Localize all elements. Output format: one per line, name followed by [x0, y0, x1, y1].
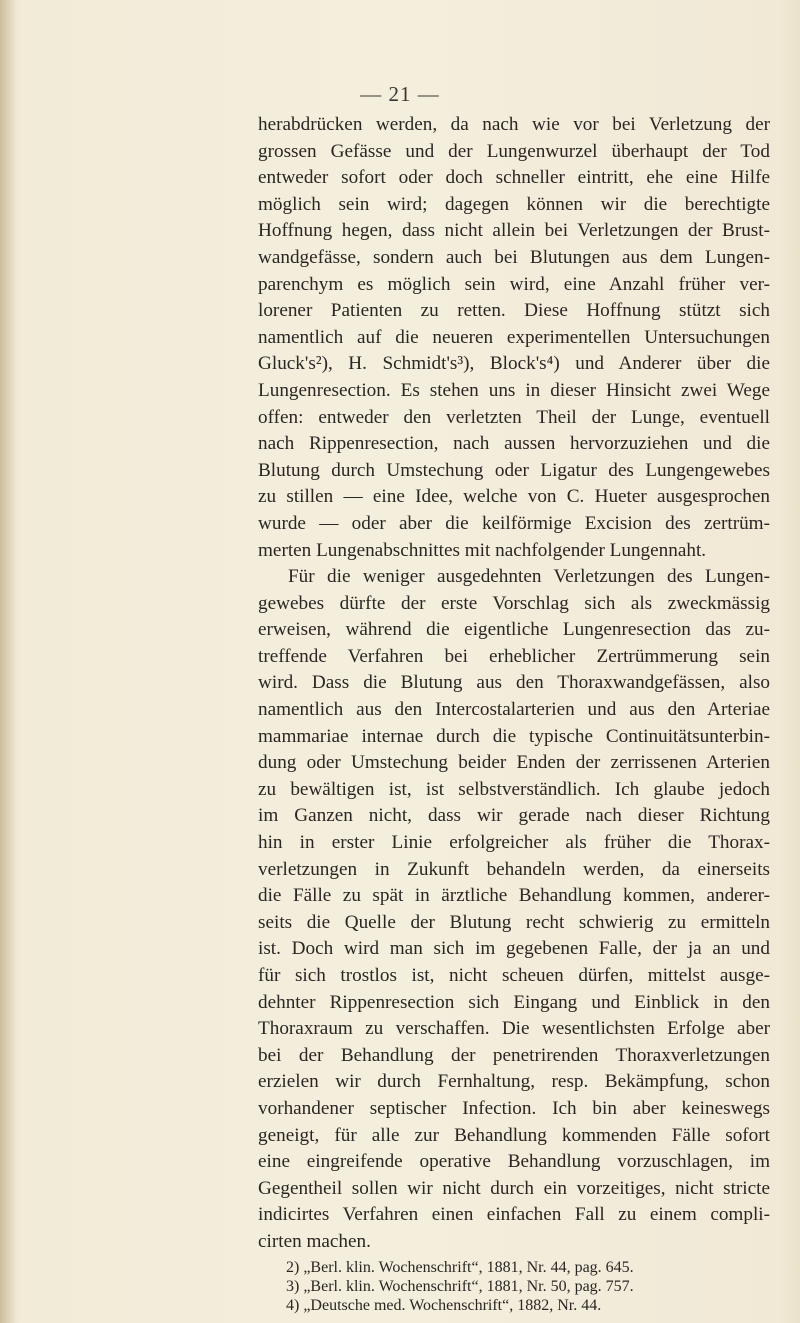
text-line: erzielen wir durch Fernhaltung, resp. Bekämpfung, schon	[258, 1071, 770, 1093]
text-line: mammariae internae durch die typische Continuitätsunterbin-	[258, 725, 770, 747]
footnote-text: „Berl. klin. Wochenschrift“, 1881, Nr. 44, pag. 645.	[303, 1259, 634, 1276]
footnote-mark: 3)	[286, 1278, 300, 1295]
text-line: ist. Doch wird man sich im gegebenen Falle, der ja an und	[258, 938, 770, 960]
text-line: lorener Patienten zu retten. Diese Hoffnung stützt sich	[258, 300, 770, 322]
text-line: Gluck's²), H. Schmidt's³), Block's⁴) und Anderer über die	[258, 353, 770, 375]
text-line: bei der Behandlung der penetrirenden Thoraxverletzungen	[258, 1044, 770, 1066]
text-line: grossen Gefässe und der Lungenwurzel überhaupt der Tod	[258, 140, 770, 162]
text-line: Für die weniger ausgedehnten Verletzungen des Lungen-	[288, 566, 770, 588]
text-line: hin in erster Linie erfolgreicher als früher die Thorax-	[258, 832, 770, 854]
text-line: treffende Verfahren bei erheblicher Zertrümmerung sein	[258, 645, 770, 667]
text-line: herabdrücken werden, da nach wie vor bei Verletzung der	[258, 114, 770, 135]
text-line: parenchym es möglich sein wird, eine Anzahl früher ver-	[258, 273, 770, 295]
page-edge-shadow	[0, 0, 16, 1323]
text-line: namentlich auf die neueren experimentellen Untersuchungen	[258, 326, 770, 348]
text-line: geneigt, für alle zur Behandlung kommenden Fälle sofort	[258, 1124, 770, 1146]
text-line: namentlich aus den Intercostalarterien und aus den Arteriae	[258, 699, 770, 721]
text-line: im Ganzen nicht, dass wir gerade nach dieser Richtung	[258, 805, 770, 827]
text-line: dehnter Rippenresection sich Eingang und Einblick in den	[258, 991, 770, 1013]
text-line: wird. Dass die Blutung aus den Thoraxwandgefässen, also	[258, 672, 770, 694]
text-line: möglich sein wird; dagegen können wir die berechtigte	[258, 193, 770, 215]
footnote-text: „Berl. klin. Wochenschrift“, 1881, Nr. 50, pag. 757.	[303, 1278, 634, 1295]
text-line: zu bewältigen ist, ist selbstverständlich. Ich glaube jedoch	[258, 778, 770, 800]
text-line: seits die Quelle der Blutung recht schwierig zu ermitteln	[258, 911, 770, 933]
page-number: — 21 —	[360, 82, 440, 106]
text-line: offen: entweder den verletzten Theil der Lunge, eventuell	[258, 406, 770, 428]
text-line: wandgefässe, sondern auch bei Blutungen aus dem Lungen-	[258, 246, 770, 268]
text-line: Gegentheil sollen wir nicht durch ein vorzeitiges, nicht stricte	[258, 1177, 770, 1199]
text-line: Blutung durch Umstechung oder Ligatur des Lungengewebes	[258, 459, 770, 481]
footnote-mark: 4)	[286, 1297, 300, 1314]
text-line: Thoraxraum zu verschaffen. Die wesentlichsten Erfolge aber	[258, 1018, 770, 1040]
text-line: indicirtes Verfahren einen einfachen Fall zu einem compli-	[258, 1204, 770, 1226]
footnote	[258, 1296, 770, 1315]
text-line: cirten machen.	[258, 1230, 371, 1252]
text-line: die Fälle zu spät in ärztliche Behandlung kommen, anderer-	[258, 885, 770, 907]
text-line: gewebes dürfte der erste Vorschlag sich als zweckmässig	[258, 592, 770, 614]
text-line: nach Rippenresection, nach aussen hervorzuziehen und die	[258, 433, 770, 455]
footnotes	[258, 1258, 770, 1315]
text-line: für sich trostlos ist, nicht scheuen dürfen, mittelst ausge-	[258, 965, 770, 986]
text-line: zu stillen — eine Idee, welche von C. Hueter ausgesprochen	[258, 486, 770, 508]
footnote-mark: 2)	[286, 1259, 300, 1276]
footnote	[258, 1258, 770, 1277]
text-line: entweder sofort oder doch schneller eintritt, ehe eine Hilfe	[258, 167, 770, 189]
text-line: verletzungen in Zukunft behandeln werden, da einerseits	[258, 858, 770, 880]
text-line: wurde — oder aber die keilförmige Excision des zertrüm-	[258, 512, 770, 534]
footnote-text: „Deutsche med. Wochenschrift“, 1882, Nr. 44.	[303, 1297, 602, 1314]
text-line: erweisen, während die eigentliche Lungenresection das zu-	[258, 619, 770, 641]
body-text	[258, 112, 770, 1256]
text-line: eine eingreifende operative Behandlung vorzuschlagen, im	[258, 1151, 770, 1173]
text-line: Lungenresection. Es stehen uns in dieser Hinsicht zwei Wege	[258, 379, 770, 401]
footnote	[258, 1277, 770, 1296]
text-line: merten Lungenabschnittes mit nachfolgender Lungennaht.	[258, 539, 707, 561]
text-line: Hoffnung hegen, dass nicht allein bei Verletzungen der Brust-	[258, 220, 770, 242]
text-line: vorhandener septischer Infection. Ich bin aber keineswegs	[258, 1097, 770, 1119]
text-line: dung oder Umstechung beider Enden der zerrissenen Arterien	[258, 752, 770, 774]
